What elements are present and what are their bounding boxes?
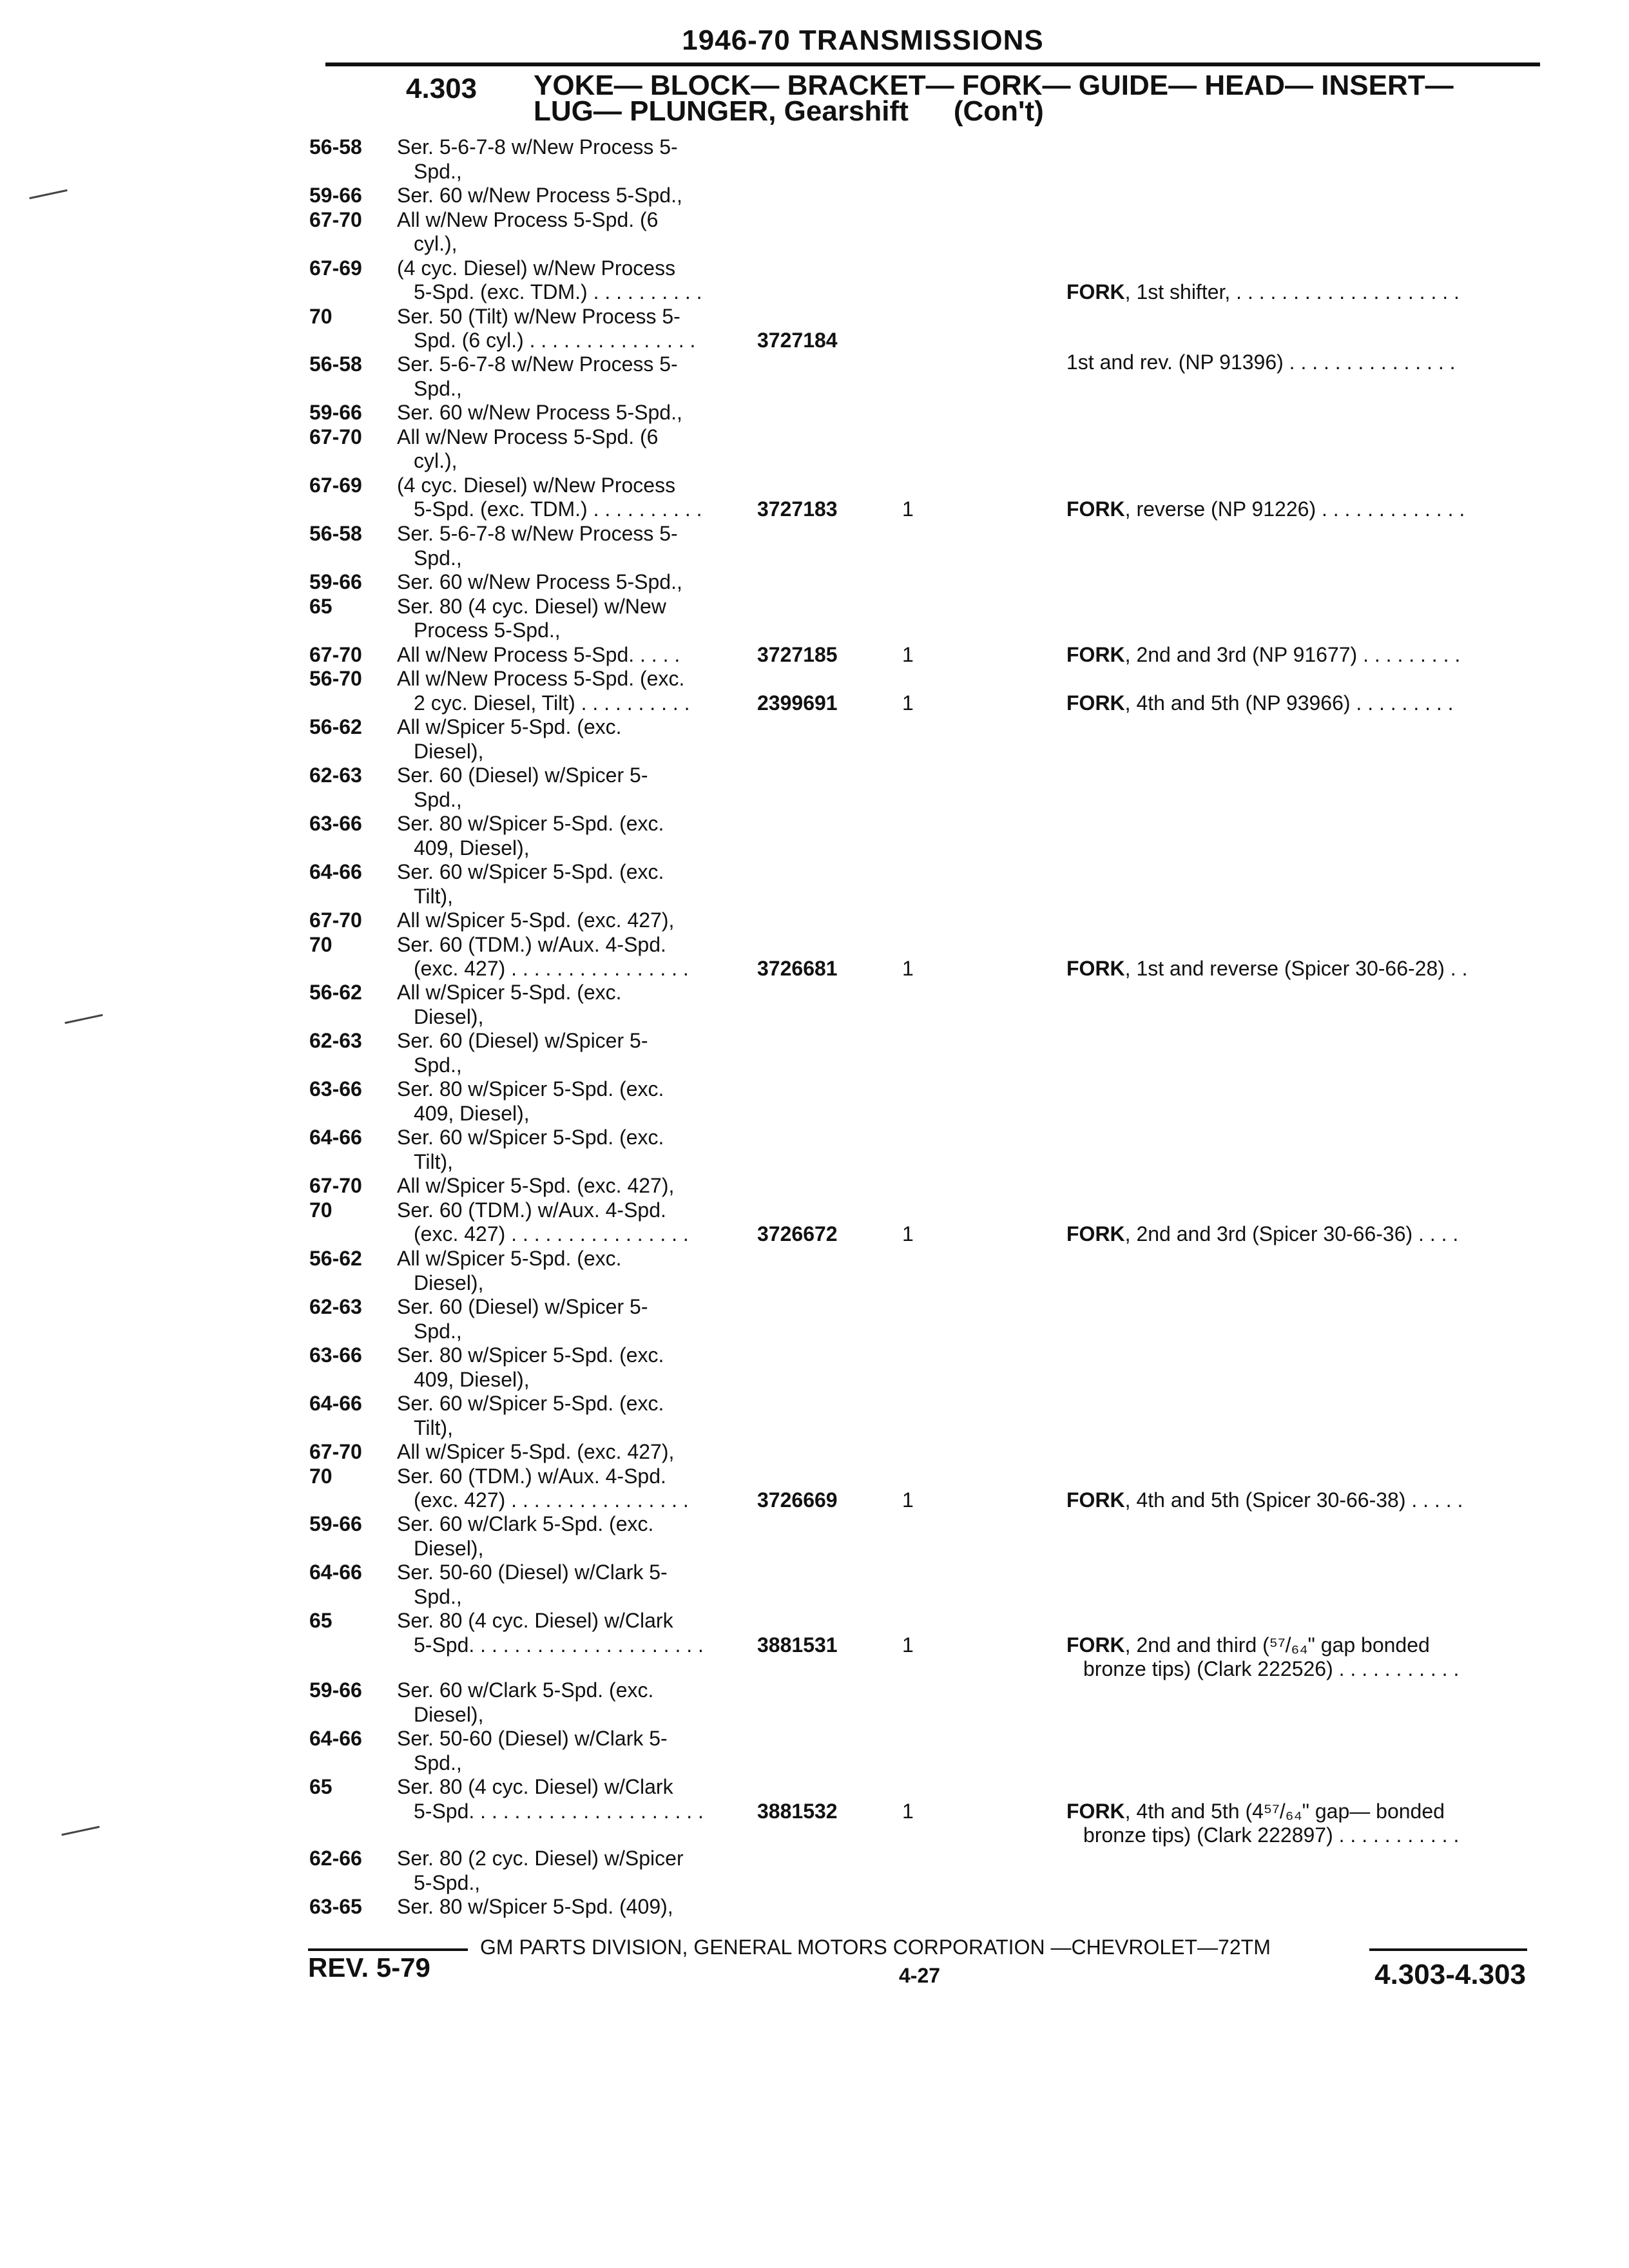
description-line: Tilt), — [414, 1416, 454, 1439]
description-line: 5-Spd., — [414, 1870, 481, 1894]
year-range: 59-66 — [309, 1512, 362, 1535]
part-name — [1066, 1800, 1543, 1848]
year-range: 63-66 — [309, 1077, 362, 1100]
description-line: Spd., — [414, 159, 462, 183]
part-name-keyword: FORK — [1066, 957, 1125, 980]
quantity: 1 — [902, 957, 914, 980]
section-range: 4.303-4.303 — [1374, 1959, 1526, 1990]
year-range: 63-66 — [309, 812, 362, 835]
description-line: All w/New Process 5-Spd. (6 — [397, 425, 659, 448]
description-line: Ser. 60 w/Clark 5-Spd. (exc. — [397, 1678, 654, 1702]
description-line: Diesel), — [414, 1536, 484, 1560]
part-name — [1066, 497, 1543, 522]
year-range — [309, 546, 400, 571]
year-range: 63-65 — [309, 1895, 362, 1918]
year-range: 56-58 — [309, 522, 362, 545]
year-range: 64-66 — [309, 1392, 362, 1415]
part-number: 2399691 — [757, 691, 838, 715]
description-line: (exc. 427) . . . . . . . . . . . . . . . . — [414, 1222, 689, 1245]
description-line: Ser. 50 (Tilt) w/New Process 5- — [397, 304, 680, 328]
year-range — [309, 1633, 400, 1658]
application-description — [397, 1678, 732, 1823]
year-range — [309, 885, 400, 909]
description-line: 409, Diesel), — [414, 1367, 530, 1391]
model-years — [309, 1512, 400, 1657]
page-title: 1946-70 TRANSMISSIONS — [682, 24, 1044, 56]
part-name — [1066, 1222, 1543, 1247]
part-name-detail: , 1st shifter, . . . . . . . . . . . . . . . . . . . . — [1124, 280, 1460, 303]
part-name-keyword: FORK — [1066, 497, 1125, 521]
description-line: Ser. 60 (Diesel) w/Spicer 5- — [397, 1029, 648, 1052]
year-range: 64-66 — [309, 860, 362, 883]
year-range: 59-66 — [309, 1678, 362, 1702]
part-name-detail: , 2nd and 3rd (NP 91677) . . . . . . . . . — [1124, 642, 1461, 666]
part-name-detail: , 1st and reverse (Spicer 30-66-28) . . — [1124, 957, 1468, 980]
part-name-line2: bronze tips) (Clark 222897) . . . . . . . . . . . — [1083, 1823, 1460, 1847]
year-range — [309, 1585, 400, 1610]
year-range — [309, 160, 400, 184]
year-range — [309, 280, 400, 305]
application-description — [397, 135, 732, 353]
year-range — [309, 1222, 400, 1247]
description-line: Spd., — [414, 1319, 462, 1343]
part-number: 3726681 — [757, 957, 838, 980]
year-range: 67-70 — [309, 642, 362, 666]
year-range — [309, 1537, 400, 1561]
part-name — [1066, 1633, 1543, 1682]
continued-label: (Con't) — [953, 95, 1044, 127]
part-name — [1066, 1488, 1543, 1513]
application-description — [397, 352, 732, 522]
description-line: cyl.), — [414, 449, 458, 472]
description-line: Spd., — [414, 787, 462, 811]
year-range: 67-70 — [309, 1174, 362, 1197]
year-range: 59-66 — [309, 184, 362, 207]
part-name-detail: , 4th and 5th (4⁵⁷/₆₄" gap— bonded — [1124, 1799, 1445, 1823]
year-range: 67-70 — [309, 1440, 362, 1463]
application-description — [397, 1247, 732, 1513]
description-line: All w/Spicer 5-Spd. (exc. — [397, 1247, 622, 1270]
application-description — [397, 981, 732, 1247]
description-line: 5-Spd. . . . . . . . . . . . . . . . . . . . . — [414, 1633, 704, 1657]
year-range: 64-66 — [309, 1561, 362, 1584]
description-line: (exc. 427) . . . . . . . . . . . . . . . . — [414, 957, 689, 980]
year-range — [309, 957, 400, 981]
year-range: 67-70 — [309, 207, 362, 231]
model-years — [309, 135, 400, 353]
year-range — [309, 788, 400, 812]
description-line: cyl.), — [414, 232, 458, 255]
description-line: (4 cyc. Diesel) w/New Process — [397, 256, 676, 280]
year-range: 59-66 — [309, 570, 362, 593]
description-line: Ser. 5-6-7-8 w/New Process 5- — [397, 522, 678, 545]
year-range — [309, 1102, 400, 1126]
model-years — [309, 715, 400, 981]
part-name-detail: , reverse (NP 91226) . . . . . . . . . . . . . — [1124, 497, 1465, 521]
year-range — [309, 1751, 400, 1776]
part-name-keyword: FORK — [1066, 1633, 1125, 1657]
quantity: 1 — [902, 691, 914, 715]
year-range — [309, 691, 400, 716]
year-range: 67-70 — [309, 425, 362, 448]
year-range: 64-66 — [309, 1126, 362, 1149]
year-range — [309, 1703, 400, 1727]
part-name-keyword: FORK — [1066, 280, 1125, 303]
description-line: 409, Diesel), — [414, 836, 530, 860]
part-name-keyword: FORK — [1066, 642, 1125, 666]
description-line: (4 cyc. Diesel) w/New Process — [397, 473, 676, 497]
part-name-line2: 1st and rev. (NP 91396) . . . . . . . . . . . . . . . — [1066, 350, 1456, 374]
year-range — [309, 329, 400, 353]
description-line: Ser. 60 w/New Process 5-Spd., — [397, 401, 682, 424]
description-line: All w/Spicer 5-Spd. (exc. — [397, 981, 622, 1004]
description-line: Ser. 50-60 (Diesel) w/Clark 5- — [397, 1561, 668, 1584]
year-range — [309, 497, 400, 522]
part-name-detail: , 4th and 5th (Spicer 30-66-38) . . . . . — [1124, 1488, 1463, 1512]
description-line: Process 5-Spd., — [414, 619, 561, 642]
part-name-keyword: FORK — [1066, 1488, 1125, 1512]
year-range — [309, 377, 400, 401]
description-line: Ser. 60 w/New Process 5-Spd., — [397, 184, 682, 207]
year-range: 70 — [309, 304, 333, 328]
year-range: 56-58 — [309, 352, 362, 376]
year-range — [309, 740, 400, 764]
description-line: Ser. 60 (Diesel) w/Spicer 5- — [397, 764, 648, 787]
model-years — [309, 522, 400, 667]
description-line: Spd., — [414, 1584, 462, 1608]
description-line: 5-Spd. (exc. TDM.) . . . . . . . . . . — [414, 280, 702, 303]
year-range — [309, 449, 400, 474]
description-line: Ser. 50-60 (Diesel) w/Clark 5- — [397, 1727, 668, 1750]
description-line: Ser. 80 w/Spicer 5-Spd. (409), — [397, 1895, 673, 1918]
quantity: 1 — [902, 642, 914, 666]
year-range — [309, 1320, 400, 1344]
part-number: 3726669 — [757, 1488, 838, 1512]
year-range: 56-70 — [309, 667, 362, 690]
page-number: 4-27 — [899, 1964, 941, 1987]
model-years — [309, 1678, 400, 1823]
description-line: All w/New Process 5-Spd. . . . . — [397, 642, 680, 666]
year-range: 67-69 — [309, 256, 362, 280]
description-line: All w/Spicer 5-Spd. (exc. 427), — [397, 1440, 675, 1463]
description-line: Tilt), — [414, 1149, 454, 1173]
quantity: 1 — [902, 1799, 914, 1823]
revision-label: REV. 5-79 — [308, 1952, 430, 1983]
description-line: Spd., — [414, 1751, 462, 1774]
description-line: Ser. 80 (4 cyc. Diesel) w/New — [397, 594, 666, 618]
description-line: Ser. 5-6-7-8 w/New Process 5- — [397, 135, 678, 159]
year-range — [309, 232, 400, 256]
description-line: Ser. 60 w/Spicer 5-Spd. (exc. — [397, 860, 664, 883]
part-name — [1066, 280, 1543, 374]
section-title-line1: YOKE— BLOCK— BRACKET— FORK— GUIDE— HEAD— INSERT— — [534, 70, 1454, 101]
year-range: 65 — [309, 1609, 333, 1632]
description-line: Ser. 60 (TDM.) w/Aux. 4-Spd. — [397, 1198, 666, 1222]
application-description — [397, 1847, 732, 1919]
part-number: 3881531 — [757, 1633, 838, 1657]
year-range — [309, 1871, 400, 1896]
year-range: 70 — [309, 1198, 333, 1222]
part-name — [1066, 691, 1543, 716]
application-description — [397, 522, 732, 667]
application-description — [397, 1512, 732, 1657]
model-years — [309, 1847, 400, 1919]
description-line: Ser. 5-6-7-8 w/New Process 5- — [397, 352, 678, 376]
year-range: 65 — [309, 1775, 333, 1798]
description-line: 409, Diesel), — [414, 1101, 530, 1125]
description-line: Diesel), — [414, 739, 484, 763]
year-range — [309, 1053, 400, 1078]
year-range: 56-62 — [309, 1247, 362, 1270]
quantity: 1 — [902, 1633, 914, 1657]
description-line: Spd., — [414, 546, 462, 570]
application-description — [397, 715, 732, 981]
quantity: 1 — [902, 497, 914, 521]
description-line: Diesel), — [414, 1271, 484, 1294]
year-range — [309, 836, 400, 861]
description-line: All w/Spicer 5-Spd. (exc. 427), — [397, 1174, 675, 1197]
year-range: 70 — [309, 1464, 333, 1488]
part-name-keyword: FORK — [1066, 691, 1125, 715]
part-number: 3881532 — [757, 1799, 838, 1823]
description-line: All w/New Process 5-Spd. (exc. — [397, 667, 685, 690]
part-name-detail: , 4th and 5th (NP 93966) . . . . . . . . . — [1124, 691, 1454, 715]
description-line: Ser. 80 (4 cyc. Diesel) w/Clark — [397, 1609, 673, 1632]
year-range: 65 — [309, 594, 333, 618]
year-range — [309, 619, 400, 643]
year-range — [309, 1416, 400, 1441]
year-range — [309, 1150, 400, 1175]
year-range: 56-58 — [309, 135, 362, 159]
description-line: Ser. 80 w/Spicer 5-Spd. (exc. — [397, 1343, 664, 1367]
part-number: 3727185 — [757, 642, 838, 666]
footer-publisher: GM PARTS DIVISION, GENERAL MOTORS CORPORATION —CHEVROLET—72TM — [480, 1936, 1271, 1959]
year-range: 63-66 — [309, 1343, 362, 1367]
description-line: Diesel), — [414, 1702, 484, 1726]
part-number: 3727183 — [757, 497, 838, 521]
year-range — [309, 1271, 400, 1296]
description-line: Ser. 60 w/Spicer 5-Spd. (exc. — [397, 1392, 664, 1415]
year-range: 62-63 — [309, 1295, 362, 1318]
year-range — [309, 1005, 400, 1030]
model-years — [309, 352, 400, 522]
description-line: Ser. 80 (4 cyc. Diesel) w/Clark — [397, 1775, 673, 1798]
year-range: 62-66 — [309, 1847, 362, 1870]
year-range: 70 — [309, 932, 333, 956]
description-line: Diesel), — [414, 1004, 484, 1028]
description-line: 5-Spd. . . . . . . . . . . . . . . . . . . . . — [414, 1799, 704, 1823]
footer-rule-left — [308, 1948, 468, 1951]
description-line: Ser. 60 w/Clark 5-Spd. (exc. — [397, 1512, 654, 1535]
year-range: 56-62 — [309, 981, 362, 1004]
model-years — [309, 1247, 400, 1513]
description-line: Ser. 60 (TDM.) w/Aux. 4-Spd. — [397, 932, 666, 956]
description-line: Ser. 60 w/Spicer 5-Spd. (exc. — [397, 1126, 664, 1149]
description-line: 2 cyc. Diesel, Tilt) . . . . . . . . . . — [414, 691, 690, 715]
description-line: Ser. 80 w/Spicer 5-Spd. (exc. — [397, 812, 664, 835]
part-name-detail: , 2nd and third (⁵⁷/₆₄" gap bonded — [1124, 1633, 1430, 1657]
description-line: Ser. 60 (Diesel) w/Spicer 5- — [397, 1295, 648, 1318]
description-line: 5-Spd. (exc. TDM.) . . . . . . . . . . — [414, 497, 702, 521]
quantity: 1 — [902, 1222, 914, 1245]
part-name-keyword: FORK — [1066, 1222, 1125, 1245]
section-number: 4.303 — [406, 73, 477, 104]
description-line: (exc. 427) . . . . . . . . . . . . . . . . — [414, 1488, 689, 1512]
description-line: Spd., — [414, 1053, 462, 1077]
description-line: Ser. 60 (TDM.) w/Aux. 4-Spd. — [397, 1464, 666, 1488]
description-line: Ser. 60 w/New Process 5-Spd., — [397, 570, 682, 593]
part-name-line2: bronze tips) (Clark 222526) . . . . . . . . . . . — [1083, 1657, 1460, 1680]
part-name — [1066, 957, 1543, 981]
year-range: 59-66 — [309, 401, 362, 424]
part-number: 3727184 — [757, 329, 838, 352]
description-line: Ser. 80 (2 cyc. Diesel) w/Spicer — [397, 1847, 684, 1870]
year-range — [309, 1368, 400, 1392]
part-name-detail: , 2nd and 3rd (Spicer 30-66-36) . . . . — [1124, 1222, 1459, 1245]
year-range: 67-69 — [309, 473, 362, 497]
footer-rule-right — [1369, 1948, 1527, 1951]
part-number: 3726672 — [757, 1222, 838, 1245]
description-line: All w/Spicer 5-Spd. (exc. — [397, 715, 622, 738]
year-range — [309, 1800, 400, 1824]
description-line: All w/New Process 5-Spd. (6 — [397, 207, 659, 231]
year-range: 62-63 — [309, 1029, 362, 1052]
description-line: Ser. 80 w/Spicer 5-Spd. (exc. — [397, 1077, 664, 1100]
description-line: Spd., — [414, 376, 462, 400]
description-line: Spd. (6 cyl.) . . . . . . . . . . . . . . . — [414, 329, 696, 352]
section-title-line2-text: LUG— PLUNGER, Gearshift — [534, 95, 909, 127]
model-years — [309, 981, 400, 1247]
quantity: 1 — [902, 1488, 914, 1512]
year-range: 67-70 — [309, 908, 362, 932]
description-line: Tilt), — [414, 884, 454, 908]
part-name-keyword: FORK — [1066, 1799, 1125, 1823]
model-years — [309, 667, 400, 715]
application-description — [397, 667, 732, 715]
year-range: 62-63 — [309, 764, 362, 787]
year-range — [309, 1488, 400, 1513]
description-line: All w/Spicer 5-Spd. (exc. 427), — [397, 908, 675, 932]
year-range: 56-62 — [309, 715, 362, 738]
year-range: 64-66 — [309, 1727, 362, 1750]
part-name — [1066, 643, 1543, 668]
